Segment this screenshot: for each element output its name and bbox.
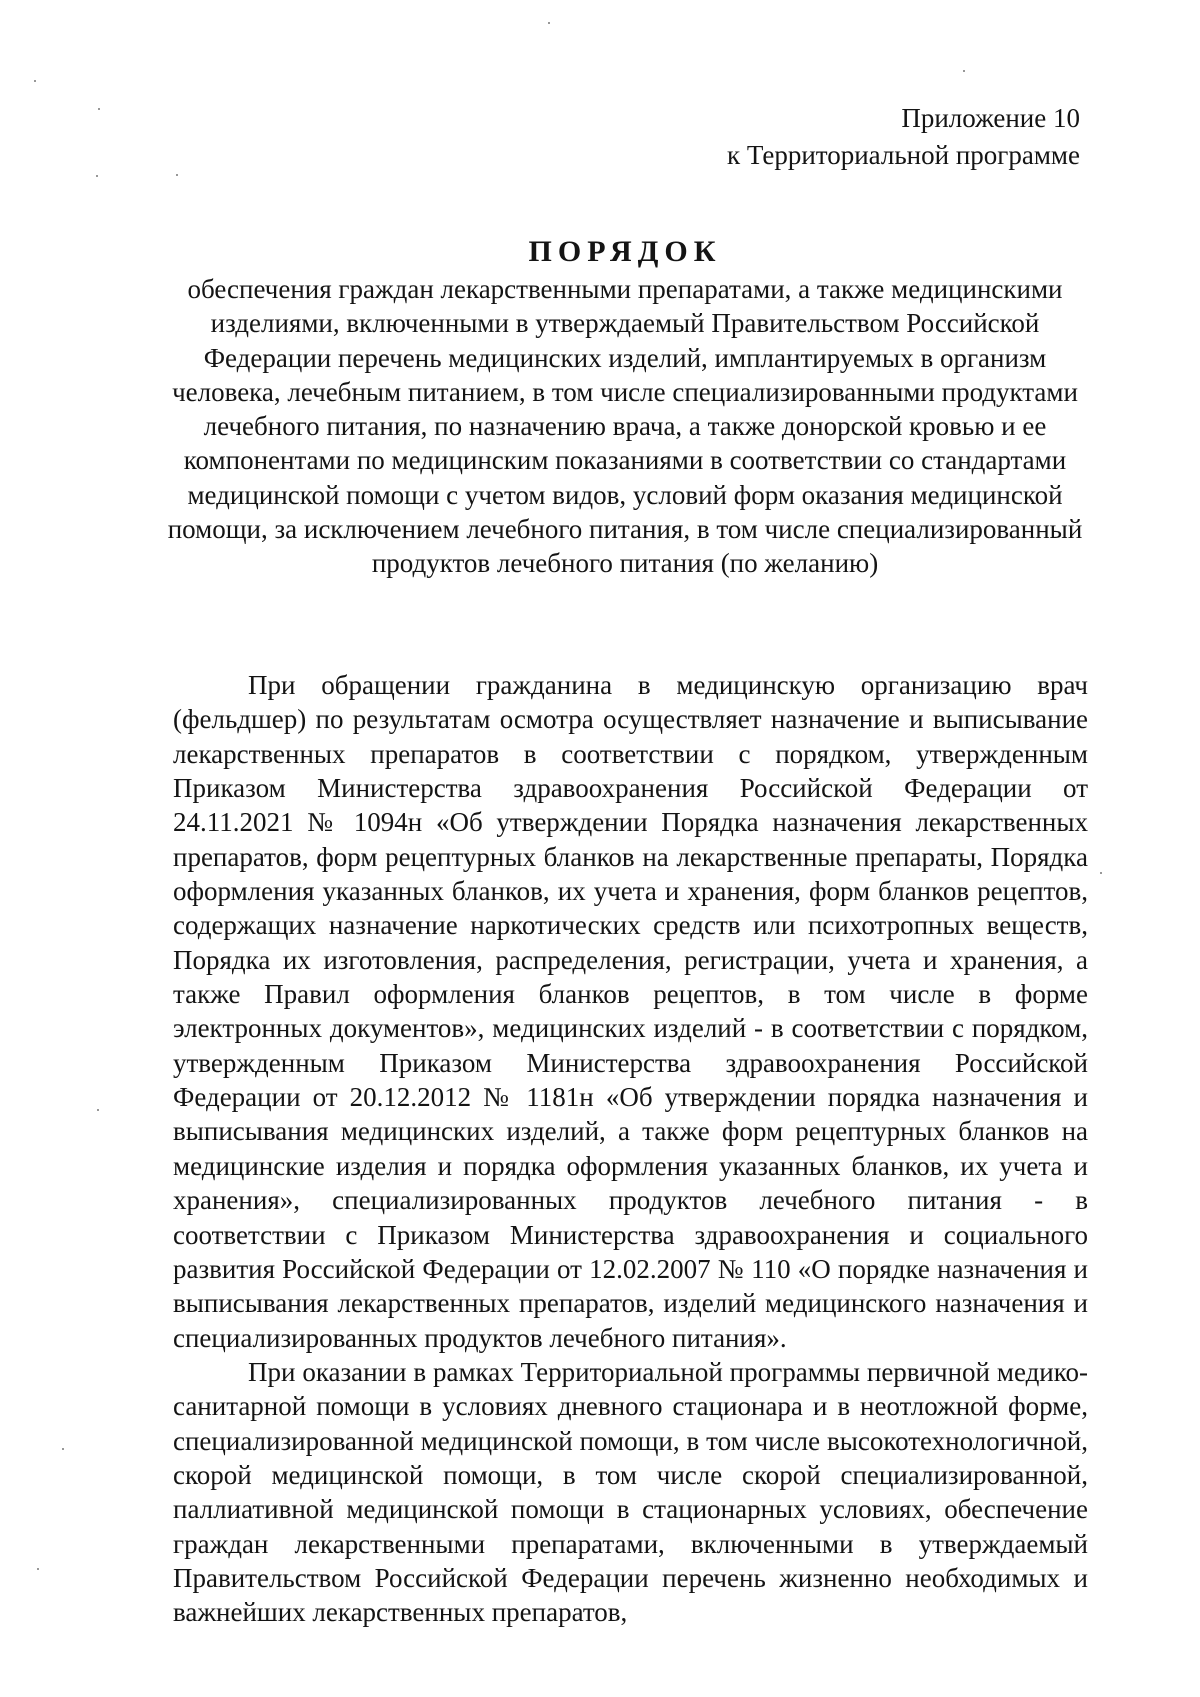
scan-speck <box>34 80 36 82</box>
title-block <box>160 232 1090 581</box>
document-subtitle: обеспечения граждан лекарственными препаратами, а также медицинскими изделиями, включенными в утверждаемый Правительством Российской Федерации перечень медицинских изделий, имплантируемых в организм человека, лечебным питанием, в том числе специализированными продуктами лечебного питания, по назначению врача, а также донорской кровью и ее компонентами по медицинским показаниями в соответствии со стандартами медицинской помощи с учетом видов, условий форм оказания медицинской помощи, за исключением лечебного питания, в том числе специализированный продуктов лечебного питания (по желанию) <box>167 274 1083 579</box>
document-body <box>173 668 1088 1630</box>
scan-speck <box>1100 872 1102 874</box>
scan-speck <box>98 108 100 110</box>
scan-speck <box>97 1109 99 1111</box>
scan-speck <box>96 175 98 177</box>
appendix-program: к Территориальной программе <box>727 140 1080 170</box>
scan-speck <box>37 1568 39 1570</box>
appendix-reference <box>727 100 1080 174</box>
paragraph-2: При оказании в рамках Территориальной программы первичной медико-санитарной помощи в условиях дневного стационара и в неотложной форме, специализированной медицинской помощи, в том числе высокотехнологичной, скорой медицинской помощи, в том числе скорой специализированной, паллиативной медицинской помощи в стационарных условиях, обеспечение граждан лекарственными препаратами, включенными в утверждаемый Правительством Российской Федерации перечень жизненно необходимых и важнейших лекарственных препаратов, <box>173 1356 1088 1628</box>
document-title: ПОРЯДОК <box>528 235 722 268</box>
paragraph-1: При обращении гражданина в медицинскую организацию врач (фельдшер) по результатам осмотра осуществляет назначение и выписывание лекарственных препаратов в соответствии с порядком, утвержденным Приказом Министерства здравоохранения Российской Федерации от 24.11.2021 № 1094н «Об утверждении Порядка назначения лекарственных препаратов, форм рецептурных бланков на лекарственные препараты, Порядка оформления указанных бланков, их учета и хранения, форм бланков рецептов, содержащих назначение наркотических средств или психотропных веществ, Порядка их изготовления, распределения, регистрации, учета и хранения, а также Правил оформления бланков рецептов, в том числе в форме электронных документов», медицинских изделий - в соответствии с порядком, утвержденным Приказом Министерства здравоохранения Российской Федерации от 20.12.2012 № 1181н «Об утверждении порядка назначения и выписывания медицинских изделий, а также форм рецептурных бланков на медицинские изделия и порядка оформления указанных бланков, их учета и хранения», специализированных продуктов лечебного питания - в соответствии с Приказом Министерства здравоохранения и социального развития Российской Федерации от 12.02.2007 № 110 «О порядке назначения и выписывания лекарственных препаратов, изделий медицинского назначения и специализированных продуктов лечебного питания». <box>173 670 1088 1353</box>
scan-speck <box>176 174 178 176</box>
scan-speck <box>548 22 550 24</box>
scan-speck <box>963 70 965 72</box>
appendix-number: Приложение 10 <box>901 103 1080 133</box>
scan-speck <box>62 1448 64 1450</box>
